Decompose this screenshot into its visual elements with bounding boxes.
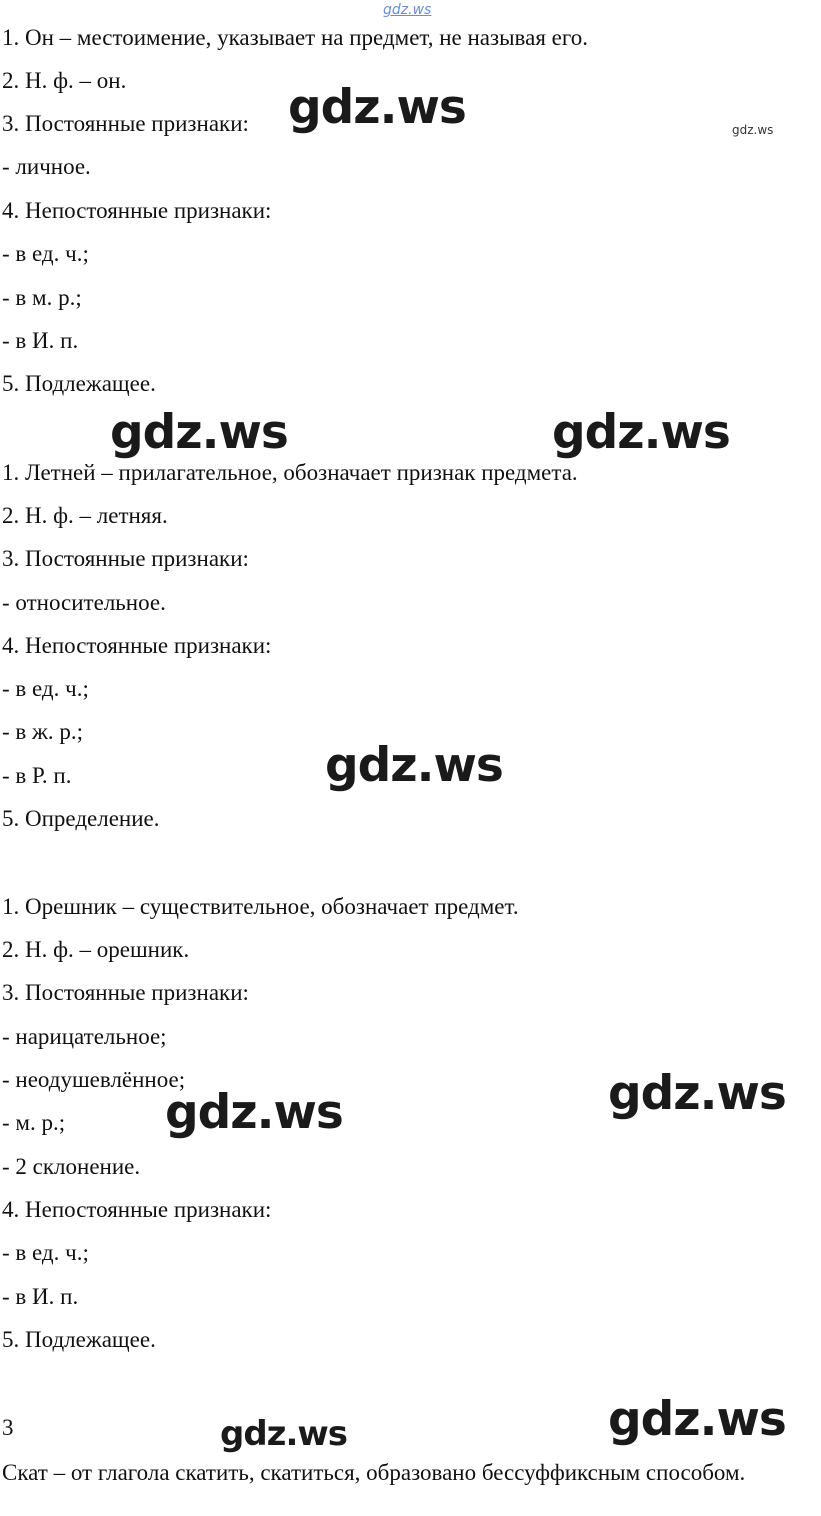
block2-line-3: 3. Постоянные признаки: bbox=[2, 546, 249, 571]
block3-line-6: - м. р.; bbox=[2, 1110, 66, 1135]
block3-line-8: 4. Непостоянные признаки: bbox=[2, 1197, 272, 1222]
watermark-5: gdz.ws bbox=[608, 1066, 786, 1121]
block2-line-8: - в Р. п. bbox=[2, 763, 72, 788]
block1-line-1: 1. Он – местоимение, указывает на предмет, не называя его. bbox=[2, 25, 588, 50]
block1-line-9: 5. Подлежащее. bbox=[2, 371, 156, 396]
watermark-1: gdz.ws bbox=[288, 80, 466, 135]
block3-line-9: - в ед. ч.; bbox=[2, 1240, 89, 1265]
block3-line-1: 1. Орешник – существительное, обозначает предмет. bbox=[2, 894, 519, 919]
block3-line-5: - неодушевлённое; bbox=[2, 1067, 186, 1092]
watermark-4: gdz.ws bbox=[325, 738, 503, 793]
block2-line-2: 2. Н. ф. – летняя. bbox=[2, 503, 168, 528]
watermark-6: gdz.ws bbox=[165, 1085, 343, 1140]
block4-number: 3 bbox=[2, 1415, 14, 1440]
block2-line-6: - в ед. ч.; bbox=[2, 676, 89, 701]
block2-line-7: - в ж. р.; bbox=[2, 719, 84, 744]
watermark-8: gdz.ws bbox=[608, 1392, 786, 1447]
block3-line-7: - 2 склонение. bbox=[2, 1154, 141, 1179]
block2-line-5: 4. Непостоянные признаки: bbox=[2, 633, 272, 658]
block3-line-11: 5. Подлежащее. bbox=[2, 1327, 156, 1352]
block2-line-9: 5. Определение. bbox=[2, 806, 160, 831]
watermark-2: gdz.ws bbox=[110, 405, 288, 460]
block1-line-4: - личное. bbox=[2, 154, 91, 179]
block1-line-7: - в м. р.; bbox=[2, 285, 82, 310]
watermark-3: gdz.ws bbox=[552, 405, 730, 460]
block3-line-2: 2. Н. ф. – орешник. bbox=[2, 937, 190, 962]
block3-line-3: 3. Постоянные признаки: bbox=[2, 980, 249, 1005]
watermark-top: gdz.ws bbox=[383, 2, 432, 18]
block3-line-4: - нарицательное; bbox=[2, 1024, 167, 1049]
block1-line-2: 2. Н. ф. – он. bbox=[2, 68, 127, 93]
block3-line-10: - в И. п. bbox=[2, 1284, 79, 1309]
watermark-small-right: gdz.ws bbox=[732, 123, 774, 137]
watermark-7: gdz.ws bbox=[220, 1414, 348, 1454]
block2-line-1: 1. Летней – прилагательное, обозначает признак предмета. bbox=[2, 460, 578, 485]
block4-paragraph: Скат – от глагола скатить, скатиться, образовано бессуффиксным способом. bbox=[2, 1460, 746, 1485]
block1-line-5: 4. Непостоянные признаки: bbox=[2, 198, 272, 223]
block2-line-4: - относительное. bbox=[2, 590, 166, 615]
block1-line-3: 3. Постоянные признаки: bbox=[2, 111, 249, 136]
block1-line-8: - в И. п. bbox=[2, 328, 79, 353]
block1-line-6: - в ед. ч.; bbox=[2, 241, 89, 266]
